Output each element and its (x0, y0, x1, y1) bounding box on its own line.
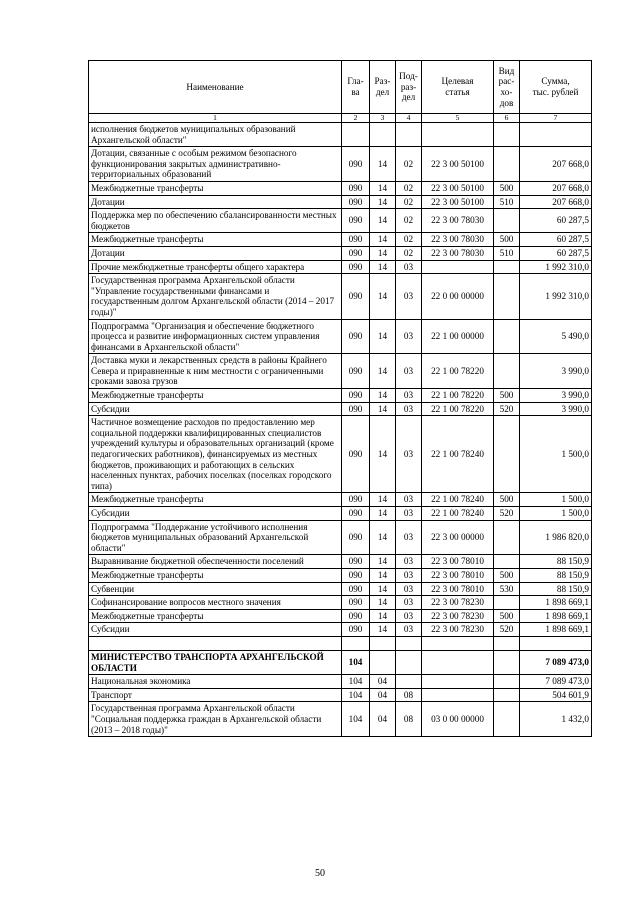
cell-name: Межбюджетные трансферты (89, 609, 342, 623)
table-row (89, 596, 592, 610)
cell-subsection: 03 (396, 274, 422, 319)
table-row (89, 354, 592, 389)
cell-target: 22 1 00 78240 (422, 507, 494, 521)
cell-subsection: 03 (396, 354, 422, 389)
cell-expense-type: 500 (494, 389, 520, 403)
cell-target: 22 3 00 78030 (422, 246, 494, 260)
cell-expense-type: 520 (494, 623, 520, 637)
cell-name: Межбюджетные трансферты (89, 233, 342, 247)
table-row (89, 233, 592, 247)
column-number: 6 (494, 114, 520, 123)
cell-name: МИНИСТЕРСТВО ТРАНСПОРТА АРХАНГЕЛЬСКОЙ ОБЛАСТИ (89, 650, 342, 674)
cell-section: 14 (370, 555, 396, 569)
cell-subsection: 03 (396, 609, 422, 623)
cell-section: 04 (370, 688, 396, 702)
cell-name: Дотации, связанные с особым режимом безопасного функционирования закрытых административно-территориальных образований (89, 147, 342, 182)
cell-chapter (342, 123, 370, 147)
cell-target (422, 675, 494, 689)
cell-amount: 7 089 473,0 (520, 675, 592, 689)
column-number: 4 (396, 114, 422, 123)
cell-amount: 1 992 310,0 (520, 260, 592, 274)
cell-subsection: 03 (396, 568, 422, 582)
cell-chapter: 090 (342, 181, 370, 195)
cell-target: 22 1 00 78220 (422, 389, 494, 403)
cell-expense-type (494, 260, 520, 274)
cell-amount (520, 123, 592, 147)
cell-chapter: 104 (342, 650, 370, 674)
cell-subsection: 03 (396, 520, 422, 555)
cell-target (422, 260, 494, 274)
table-row (89, 507, 592, 521)
cell-amount: 60 287,5 (520, 233, 592, 247)
table-row (89, 123, 592, 147)
cell-name: Субсидии (89, 507, 342, 521)
cell-target: 22 3 00 50100 (422, 181, 494, 195)
cell-subsection (396, 636, 422, 650)
cell-section: 14 (370, 195, 396, 209)
table-row (89, 402, 592, 416)
cell-section: 14 (370, 507, 396, 521)
cell-expense-type (494, 147, 520, 182)
cell-expense-type (494, 675, 520, 689)
cell-section: 14 (370, 402, 396, 416)
cell-expense-type: 520 (494, 507, 520, 521)
header-name: Наименование (89, 61, 342, 114)
cell-chapter: 090 (342, 209, 370, 233)
table-row (89, 416, 592, 493)
table-body (89, 123, 592, 737)
cell-target: 22 3 00 78010 (422, 568, 494, 582)
cell-amount: 3 990,0 (520, 354, 592, 389)
cell-name: Субсидии (89, 623, 342, 637)
cell-expense-type: 500 (494, 181, 520, 195)
cell-section: 14 (370, 260, 396, 274)
cell-expense-type (494, 319, 520, 354)
header-chapter: Гла- ва (342, 61, 370, 114)
column-number: 2 (342, 114, 370, 123)
table-row (89, 209, 592, 233)
cell-expense-type (494, 354, 520, 389)
cell-amount: 3 990,0 (520, 402, 592, 416)
cell-expense-type (494, 596, 520, 610)
cell-chapter: 090 (342, 609, 370, 623)
cell-target (422, 688, 494, 702)
cell-name: Прочие межбюджетные трансферты общего характера (89, 260, 342, 274)
cell-amount: 1 898 669,1 (520, 596, 592, 610)
cell-section (370, 123, 396, 147)
cell-chapter: 090 (342, 568, 370, 582)
cell-subsection: 03 (396, 416, 422, 493)
table-row (89, 702, 592, 737)
column-number-row (89, 114, 592, 123)
cell-chapter: 090 (342, 233, 370, 247)
cell-amount: 1 500,0 (520, 493, 592, 507)
cell-chapter: 090 (342, 147, 370, 182)
cell-subsection: 02 (396, 233, 422, 247)
cell-amount: 1 986 820,0 (520, 520, 592, 555)
cell-chapter: 090 (342, 274, 370, 319)
cell-target: 22 3 00 78230 (422, 623, 494, 637)
cell-name: Межбюджетные трансферты (89, 568, 342, 582)
cell-subsection: 03 (396, 582, 422, 596)
cell-chapter: 090 (342, 520, 370, 555)
budget-table (88, 60, 592, 737)
cell-section: 14 (370, 274, 396, 319)
cell-chapter: 090 (342, 354, 370, 389)
cell-target: 22 0 00 00000 (422, 274, 494, 319)
table-row (89, 389, 592, 403)
cell-section: 14 (370, 568, 396, 582)
cell-target: 22 1 00 78220 (422, 354, 494, 389)
cell-subsection: 08 (396, 702, 422, 737)
cell-amount: 1 500,0 (520, 416, 592, 493)
cell-chapter: 090 (342, 402, 370, 416)
cell-amount: 60 287,5 (520, 246, 592, 260)
cell-subsection: 03 (396, 623, 422, 637)
cell-amount: 207 668,0 (520, 195, 592, 209)
cell-amount: 1 898 669,1 (520, 609, 592, 623)
cell-name: Частичное возмещение расходов по предоставлению мер социальной поддержки квалифицированных специалистов учреждений культуры и образовательных организаций (кроме педагогических работников), финансируемых из местных бюджетов, проживающих и работающих в сельских населенных пунктах, рабочих поселках (поселках городского типа) (89, 416, 342, 493)
cell-expense-type (494, 636, 520, 650)
cell-target: 03 0 00 00000 (422, 702, 494, 737)
cell-section: 14 (370, 246, 396, 260)
cell-subsection: 03 (396, 389, 422, 403)
column-number: 3 (370, 114, 396, 123)
cell-amount: 7 089 473,0 (520, 650, 592, 674)
cell-expense-type (494, 274, 520, 319)
cell-subsection (396, 123, 422, 147)
cell-target: 22 1 00 78240 (422, 416, 494, 493)
cell-section (370, 650, 396, 674)
cell-target: 22 3 00 78030 (422, 209, 494, 233)
page-number: 50 (315, 868, 325, 879)
cell-subsection: 03 (396, 507, 422, 521)
cell-chapter: 090 (342, 260, 370, 274)
cell-amount: 3 990,0 (520, 389, 592, 403)
cell-amount: 1 898 669,1 (520, 623, 592, 637)
cell-target: 22 1 00 78240 (422, 493, 494, 507)
cell-section: 14 (370, 319, 396, 354)
header-expense-type: Вид рас- хо- дов (494, 61, 520, 114)
cell-section: 14 (370, 147, 396, 182)
cell-subsection (396, 675, 422, 689)
header-amount: Сумма, тыс. рублей (520, 61, 592, 114)
cell-section: 14 (370, 493, 396, 507)
cell-target: 22 1 00 00000 (422, 319, 494, 354)
cell-target: 22 1 00 78220 (422, 402, 494, 416)
table-row (89, 650, 592, 674)
cell-target: 22 3 00 78010 (422, 555, 494, 569)
table-row (89, 609, 592, 623)
table-row (89, 319, 592, 354)
cell-subsection: 02 (396, 181, 422, 195)
cell-name: Поддержка мер по обеспечению сбалансированности местных бюджетов (89, 209, 342, 233)
cell-name: исполнения бюджетов муниципальных образований Архангельской области" (89, 123, 342, 147)
cell-chapter: 090 (342, 319, 370, 354)
cell-chapter: 090 (342, 389, 370, 403)
cell-section: 14 (370, 416, 396, 493)
cell-expense-type: 510 (494, 246, 520, 260)
table-row (89, 568, 592, 582)
cell-amount: 1 432,0 (520, 702, 592, 737)
cell-expense-type: 500 (494, 609, 520, 623)
cell-expense-type (494, 520, 520, 555)
cell-chapter: 090 (342, 596, 370, 610)
cell-section (370, 636, 396, 650)
cell-section: 14 (370, 209, 396, 233)
cell-subsection: 02 (396, 246, 422, 260)
cell-subsection: 03 (396, 555, 422, 569)
cell-target: 22 3 00 00000 (422, 520, 494, 555)
budget-table-container (88, 60, 591, 737)
cell-section: 14 (370, 233, 396, 247)
cell-section: 14 (370, 520, 396, 555)
cell-expense-type (494, 416, 520, 493)
cell-chapter: 090 (342, 195, 370, 209)
cell-name: Субвенции (89, 582, 342, 596)
cell-chapter (342, 636, 370, 650)
cell-chapter: 104 (342, 675, 370, 689)
cell-name (89, 636, 342, 650)
table-row (89, 520, 592, 555)
cell-name: Межбюджетные трансферты (89, 389, 342, 403)
cell-subsection (396, 650, 422, 674)
cell-amount: 88 150,9 (520, 582, 592, 596)
cell-subsection: 02 (396, 195, 422, 209)
cell-subsection: 03 (396, 493, 422, 507)
header-section: Раз- дел (370, 61, 396, 114)
cell-chapter: 104 (342, 688, 370, 702)
cell-target: 22 3 00 50100 (422, 147, 494, 182)
table-row (89, 195, 592, 209)
cell-name: Подпрограмма "Организация и обеспечение бюджетного процесса и развитие информационных систем управления финансами в Архангельской области" (89, 319, 342, 354)
cell-expense-type (494, 688, 520, 702)
cell-amount: 5 490,0 (520, 319, 592, 354)
cell-chapter: 090 (342, 507, 370, 521)
cell-target: 22 3 00 78230 (422, 596, 494, 610)
cell-chapter: 090 (342, 493, 370, 507)
cell-name: Доставка муки и лекарственных средств в районы Крайнего Севера и приравненные к ним местности с ограниченными сроками завоза грузов (89, 354, 342, 389)
cell-section: 14 (370, 623, 396, 637)
table-row (89, 181, 592, 195)
cell-name: Софинансирование вопросов местного значения (89, 596, 342, 610)
cell-target (422, 650, 494, 674)
cell-expense-type: 500 (494, 493, 520, 507)
cell-amount: 1 500,0 (520, 507, 592, 521)
cell-section: 14 (370, 181, 396, 195)
cell-amount: 207 668,0 (520, 147, 592, 182)
table-row (89, 582, 592, 596)
cell-chapter: 090 (342, 623, 370, 637)
table-row (89, 493, 592, 507)
cell-chapter: 090 (342, 555, 370, 569)
cell-subsection: 03 (396, 260, 422, 274)
cell-amount: 504 601,9 (520, 688, 592, 702)
cell-chapter: 090 (342, 416, 370, 493)
cell-amount: 60 287,5 (520, 209, 592, 233)
cell-expense-type (494, 555, 520, 569)
cell-expense-type (494, 123, 520, 147)
column-number: 5 (422, 114, 494, 123)
cell-subsection: 03 (396, 402, 422, 416)
cell-expense-type: 520 (494, 402, 520, 416)
cell-amount: 88 150,9 (520, 555, 592, 569)
cell-amount: 88 150,9 (520, 568, 592, 582)
cell-section: 14 (370, 389, 396, 403)
cell-section: 04 (370, 702, 396, 737)
cell-name: Субсидии (89, 402, 342, 416)
cell-subsection: 03 (396, 596, 422, 610)
cell-name: Дотации (89, 195, 342, 209)
table-row (89, 623, 592, 637)
cell-name: Государственная программа Архангельской области "Управление государственными финансами и государственным долгом Архангельской области (2014 – 2017 годы)" (89, 274, 342, 319)
cell-name: Межбюджетные трансферты (89, 493, 342, 507)
table-row (89, 246, 592, 260)
cell-section: 14 (370, 582, 396, 596)
cell-amount: 207 668,0 (520, 181, 592, 195)
cell-target: 22 3 00 50100 (422, 195, 494, 209)
table-row (89, 274, 592, 319)
cell-subsection: 02 (396, 147, 422, 182)
table-row (89, 688, 592, 702)
cell-chapter: 090 (342, 582, 370, 596)
cell-expense-type: 500 (494, 568, 520, 582)
cell-chapter: 090 (342, 246, 370, 260)
cell-section: 04 (370, 675, 396, 689)
cell-subsection: 08 (396, 688, 422, 702)
column-number: 1 (89, 114, 342, 123)
cell-expense-type (494, 702, 520, 737)
cell-name: Транспорт (89, 688, 342, 702)
cell-name: Выравнивание бюджетной обеспеченности поселений (89, 555, 342, 569)
cell-name: Государственная программа Архангельской области "Социальная поддержка граждан в Архангельской области (2013 – 2018 годы)" (89, 702, 342, 737)
cell-name: Межбюджетные трансферты (89, 181, 342, 195)
cell-name: Подпрограмма "Поддержание устойчивого исполнения бюджетов муниципальных образований Архангельской области" (89, 520, 342, 555)
cell-section: 14 (370, 596, 396, 610)
cell-chapter: 104 (342, 702, 370, 737)
cell-subsection: 02 (396, 209, 422, 233)
cell-expense-type: 500 (494, 233, 520, 247)
cell-name: Национальная экономика (89, 675, 342, 689)
cell-target: 22 3 00 78030 (422, 233, 494, 247)
cell-name: Дотации (89, 246, 342, 260)
cell-expense-type (494, 650, 520, 674)
table-row (89, 636, 592, 650)
column-number: 7 (520, 114, 592, 123)
cell-target (422, 123, 494, 147)
header-subsection: Под- раз- дел (396, 61, 422, 114)
cell-subsection: 03 (396, 319, 422, 354)
cell-target: 22 3 00 78230 (422, 609, 494, 623)
table-row (89, 675, 592, 689)
header-target: Целевая статья (422, 61, 494, 114)
table-row (89, 555, 592, 569)
cell-section: 14 (370, 354, 396, 389)
table-row (89, 147, 592, 182)
cell-section: 14 (370, 609, 396, 623)
table-row (89, 260, 592, 274)
cell-target: 22 3 00 78010 (422, 582, 494, 596)
cell-expense-type (494, 209, 520, 233)
cell-expense-type: 530 (494, 582, 520, 596)
header-row (89, 61, 592, 114)
cell-amount: 1 992 310,0 (520, 274, 592, 319)
cell-expense-type: 510 (494, 195, 520, 209)
cell-amount (520, 636, 592, 650)
cell-target (422, 636, 494, 650)
